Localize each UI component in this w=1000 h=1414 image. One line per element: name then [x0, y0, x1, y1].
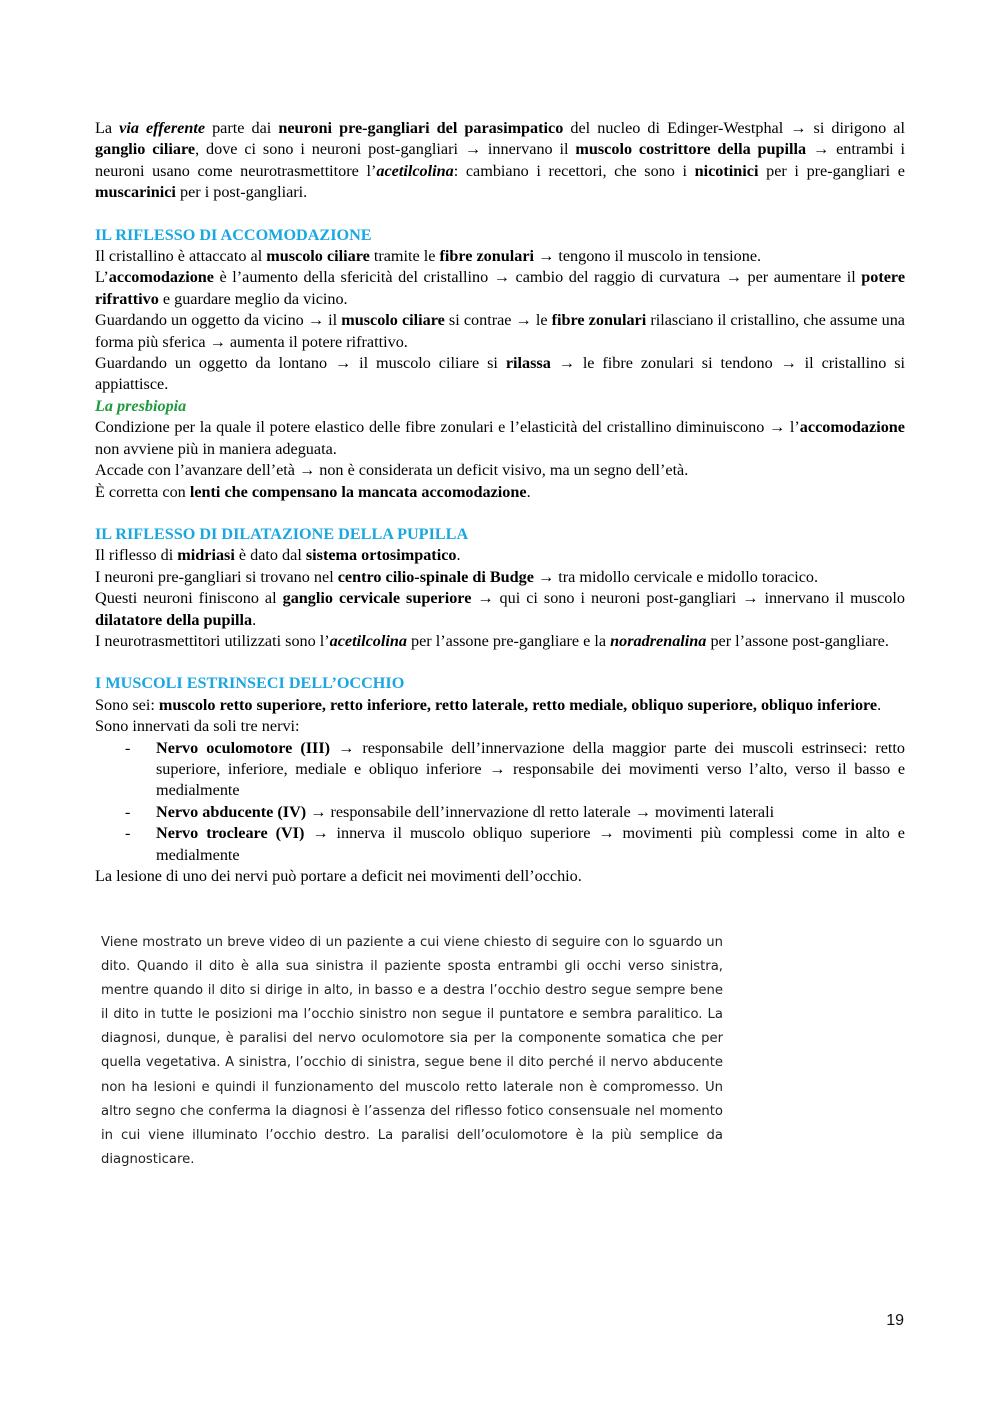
paragraph: Sono innervati da soli tre nervi: — [95, 717, 300, 736]
list-item-text: Nervo oculomotore (III) → responsabile dell’innervazione della maggior parte dei muscoli estrinseci: retto superiore, inferiore, mediale e obliquo inferiore → responsabile dei movimenti verso l’alto, verso il basso e medialmente — [156, 738, 905, 800]
subheading-presbiopia: La presbiopia — [95, 396, 187, 415]
list-item — [95, 802, 905, 823]
bullet-dash: - — [125, 738, 131, 757]
paragraph: I neuroni pre-gangliari si trovano nel centro cilio-spinale di Budge → tra midollo cervicale e midollo toracico. — [95, 567, 819, 586]
bold-text: dilatatore della pupilla — [95, 610, 253, 629]
bold-text: sistema ortosimpatico — [305, 546, 457, 565]
bold-text: fibre zonulari — [551, 311, 647, 330]
bold-text: Nervo oculomotore (III) — [156, 738, 331, 757]
paragraph: L’accomodazione è l’aumento della sfericità del cristallino → cambio del raggio di curvatura → per aumentare il potere rifrattivo e guardare meglio da vicino. — [95, 268, 905, 308]
paragraph: Questi neuroni finiscono al ganglio cervicale superiore → qui ci sono i neuroni post-gangliari → innervano il muscolo dilatatore della pupilla. — [95, 589, 905, 629]
bullet-dash: - — [125, 802, 131, 821]
list-item-text: Nervo abducente (IV) → responsabile dell’innervazione dl retto laterale → movimenti laterali — [156, 802, 775, 821]
bold-italic-text: noradrenalina — [610, 631, 707, 650]
paragraph: Il cristallino è attaccato al muscolo ciliare tramite le fibre zonulari → tengono il muscolo in tensione. — [95, 247, 762, 266]
paragraph: I neurotrasmettitori utilizzati sono l’acetilcolina per l’assone pre-gangliare e la noradrenalina per l’assone post-gangliare. — [95, 631, 889, 650]
bold-italic-text: acetilcolina — [376, 161, 454, 180]
paragraph: È corretta con lenti che compensano la mancata accomodazione. — [95, 482, 531, 501]
section-heading-muscoli: I MUSCOLI ESTRINSECI DELL’OCCHIO — [95, 674, 405, 693]
bold-text: ganglio ciliare — [95, 140, 196, 159]
bold-text: fibre zonulari — [439, 247, 535, 266]
bold-text: neuroni pre-gangliari del parasimpatico — [278, 119, 564, 137]
document-body — [95, 118, 905, 887]
closing-paragraph: La lesione di uno dei nervi può portare a deficit nei movimenti dell’occhio. — [95, 867, 582, 885]
bold-text: accomodazione — [108, 268, 214, 287]
section-heading-dilatazione: IL RIFLESSO DI DILATAZIONE DELLA PUPILLA — [95, 524, 469, 543]
bold-text: muscolo retto superiore, retto inferiore, retto laterale, retto mediale, obliquo superiore, obliquo inferiore — [158, 695, 878, 714]
bold-text: rilassa — [505, 354, 551, 373]
paragraph: Accade con l’avanzare dell’età → non è considerata un deficit visivo, ma un segno dell’età. — [95, 461, 689, 480]
case-description: Viene mostrato un breve video di un paziente a cui viene chiesto di seguire con lo sguardo un dito. Quando il dito è alla sua sinistra il paziente sposta entrambi gli occhi verso sinistra, mentre quando il dito si dirige in alto, in basso e a destra l’occhio destro segue sempre bene il dito in tutte le posizioni ma l’occhio sinistro non segue il puntatore e sembra paralitico. La diagnosi, dunque, è paralisi del nervo oculomotore sia per la componente somatica che per quella vegetativa. A sinistra, l’occhio di sinistra, segue bene il dito perché il nervo abducente non ha lesioni e quindi il funzionamento del muscolo retto laterale non è compromesso. Un altro segno che conferma la diagnosi è l’assenza del riflesso fotico consensuale nel momento in cui viene illuminato l’occhio destro. La paralisi dell’oculomotore è la più semplice da diagnosticare. — [101, 935, 723, 1167]
bold-text: muscolo ciliare — [266, 247, 370, 266]
bold-text: muscolo ciliare — [341, 311, 445, 330]
bold-italic-text: acetilcolina — [329, 631, 407, 650]
bold-text: Nervo trocleare (VI) — [156, 824, 305, 843]
bold-text: ganglio cervicale superiore — [282, 589, 472, 608]
nerves-list — [95, 738, 905, 866]
intro-paragraph: La via efferente parte dai neuroni pre-gangliari del parasimpatico del nucleo di Edinger-Westphal → si dirigono al ganglio ciliare, dove ci sono i neuroni post-gangliari → innervano il muscolo costrittore della pupilla → entrambi i neuroni usano come neurotrasmettitore l’acetilcolina: cambiano i recettori, che sono i nicotinici per i pre-gangliari e muscarinici per i post-gangliari. — [95, 119, 905, 202]
bold-text: potere rifrattivo — [95, 268, 905, 308]
bold-text: muscolo costrittore della pupilla — [575, 140, 807, 159]
section-heading-accomodazione: IL RIFLESSO DI ACCOMODAZIONE — [95, 225, 372, 244]
list-item — [95, 738, 905, 802]
paragraph: Sono sei: muscolo retto superiore, retto inferiore, retto laterale, retto mediale, obliquo superiore, obliquo inferiore. — [95, 695, 882, 714]
page-number: 19 — [886, 1312, 904, 1329]
bold-text: midriasi — [177, 546, 235, 565]
bold-text: muscarinici — [95, 183, 176, 202]
bullet-dash: - — [125, 824, 131, 843]
paragraph: Guardando un oggetto da lontano → il muscolo ciliare si rilassa → le fibre zonulari si tendono → il cristallino si appiattisce. — [95, 354, 906, 394]
bold-text: centro cilio-spinale di Budge — [337, 567, 534, 586]
bold-italic-text: via efferente — [119, 119, 206, 137]
paragraph: Guardando un oggetto da vicino → il muscolo ciliare si contrae → le fibre zonulari rilasciano il cristallino, che assume una forma più sferica → aumenta il potere rifrattivo. — [95, 311, 905, 351]
bold-text: Nervo abducente (IV) — [156, 802, 307, 821]
list-item-text: Nervo trocleare (VI) → innerva il muscolo obliquo superiore → movimenti più complessi come in alto e medialmente — [156, 824, 905, 864]
bold-text: nicotinici — [694, 161, 759, 180]
paragraph: Condizione per la quale il potere elastico delle fibre zonulari e l’elasticità del cristallino diminuiscono → l’accomodazione non avviene più in maniera adeguata. — [95, 418, 905, 458]
list-item — [95, 823, 905, 866]
bold-text: accomodazione — [799, 418, 905, 437]
paragraph: Il riflesso di midriasi è dato dal sistema ortosimpatico. — [95, 546, 461, 565]
bold-text: lenti che compensano la mancata accomodazione — [189, 482, 527, 501]
